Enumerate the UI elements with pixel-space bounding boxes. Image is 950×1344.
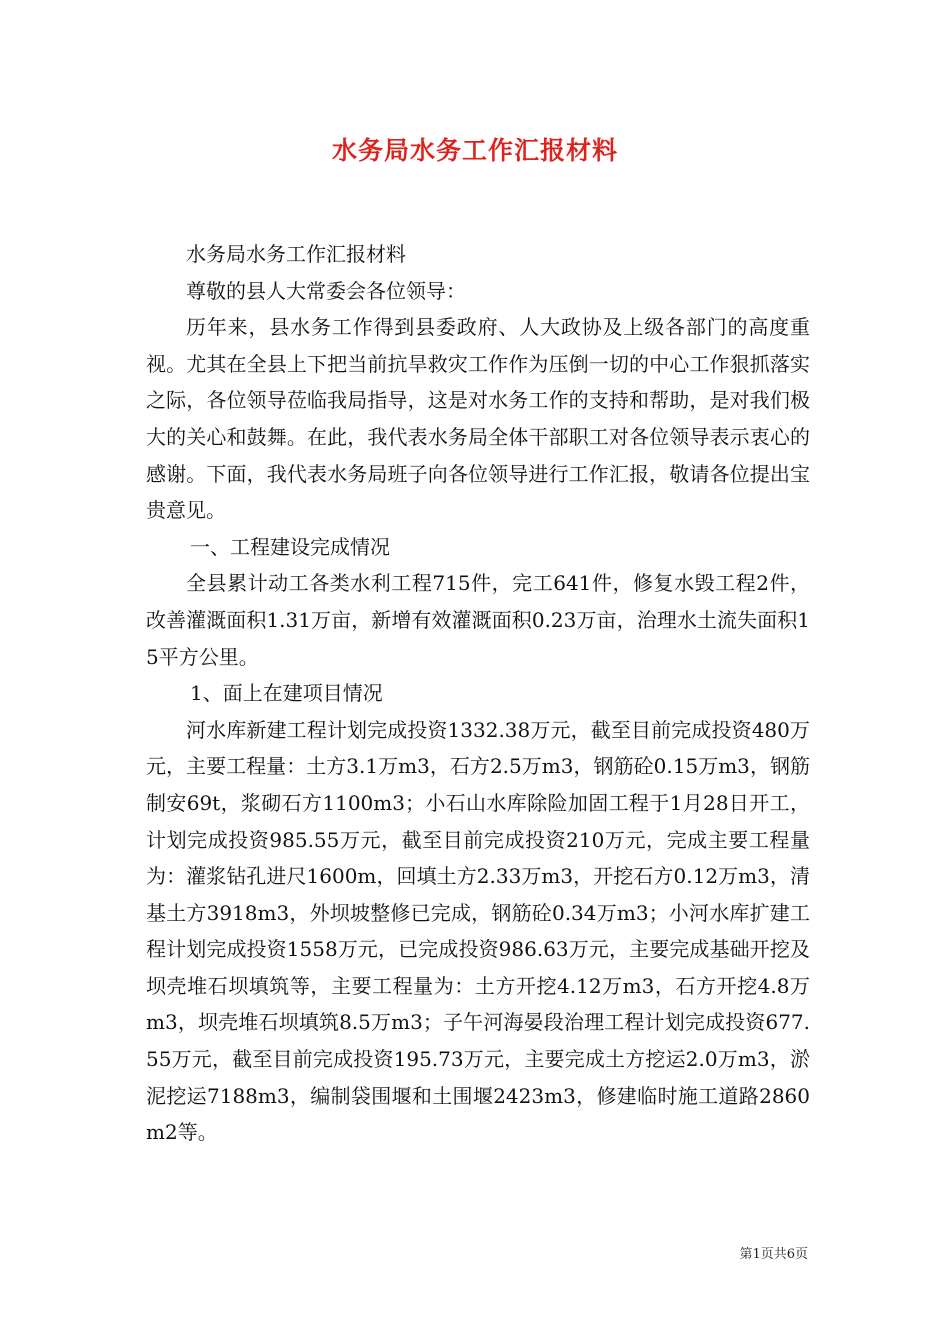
paragraph-construction-summary: 全县累计动工各类水利工程715件，完工641件，修复水毁工程2件，改善灌溉面积1.31万亩，新增有效灌溉面积0.23万亩，治理水土流失面积15平方公里。: [146, 571, 810, 669]
paragraph-subtitle: 水务局水务工作汇报材料: [186, 242, 406, 266]
subsection-heading-projects: 1、面上在建项目情况: [190, 681, 383, 706]
paragraph-introduction: 历年来，县水务工作得到县委政府、人大政协及上级各部门的高度重视。尤其在全县上下把当前抗旱救灾工作作为压倒一切的中心工作狠抓落实之际，各位领导莅临我局指导，这是对水务工作的支持和帮助，是对我们极大的关心和鼓舞。在此，我代表水务局全体干部职工对各位领导表示衷心的感谢。下面，我代表水务局班子向各位领导进行工作汇报，敬请各位提出宝贵意见。: [146, 315, 810, 523]
document-title: 水务局水务工作汇报材料: [331, 136, 618, 165]
document-body: [146, 236, 810, 1151]
page-number: 第1页共6页: [739, 1247, 808, 1262]
paragraph-salutation: 尊敬的县人大常委会各位领导：: [186, 278, 466, 303]
paragraph-projects-detail: 河水库新建工程计划完成投资1332.38万元，截至目前完成投资480万元，主要工程量：土方3.1万m3，石方2.5万m3，钢筋砼0.15万m3，钢筋制安69t，浆砌石方1100m3；小石山水库除险加固工程于1月28日开工，计划完成投资985.55万元，截至目前完成投资210万元，完成主要工程量为：灌浆钻孔进尺1600m，回填土方2.33万m3，开挖石方0.12万m3，清基土方3918m3，外坝坡整修已完成，钢筋砼0.34万m3；小河水库扩建工程计划完成投资1558万元，已完成投资986.63万元，主要完成基础开挖及坝壳堆石坝填筑等，主要工程量为：土方开挖4.12万m3，石方开挖4.8万m3，坝壳堆石坝填筑8.5万m3；子午河海晏段治理工程计划完成投资677.55万元，截至目前完成投资195.73万元，主要完成土方挖运2.0万m3，淤泥挖运7188m3，编制袋围堰和土围堰2423m3，修建临时施工道路2860m2等。: [146, 717, 810, 1145]
section-heading-construction: 一、工程建设完成情况: [190, 534, 390, 559]
